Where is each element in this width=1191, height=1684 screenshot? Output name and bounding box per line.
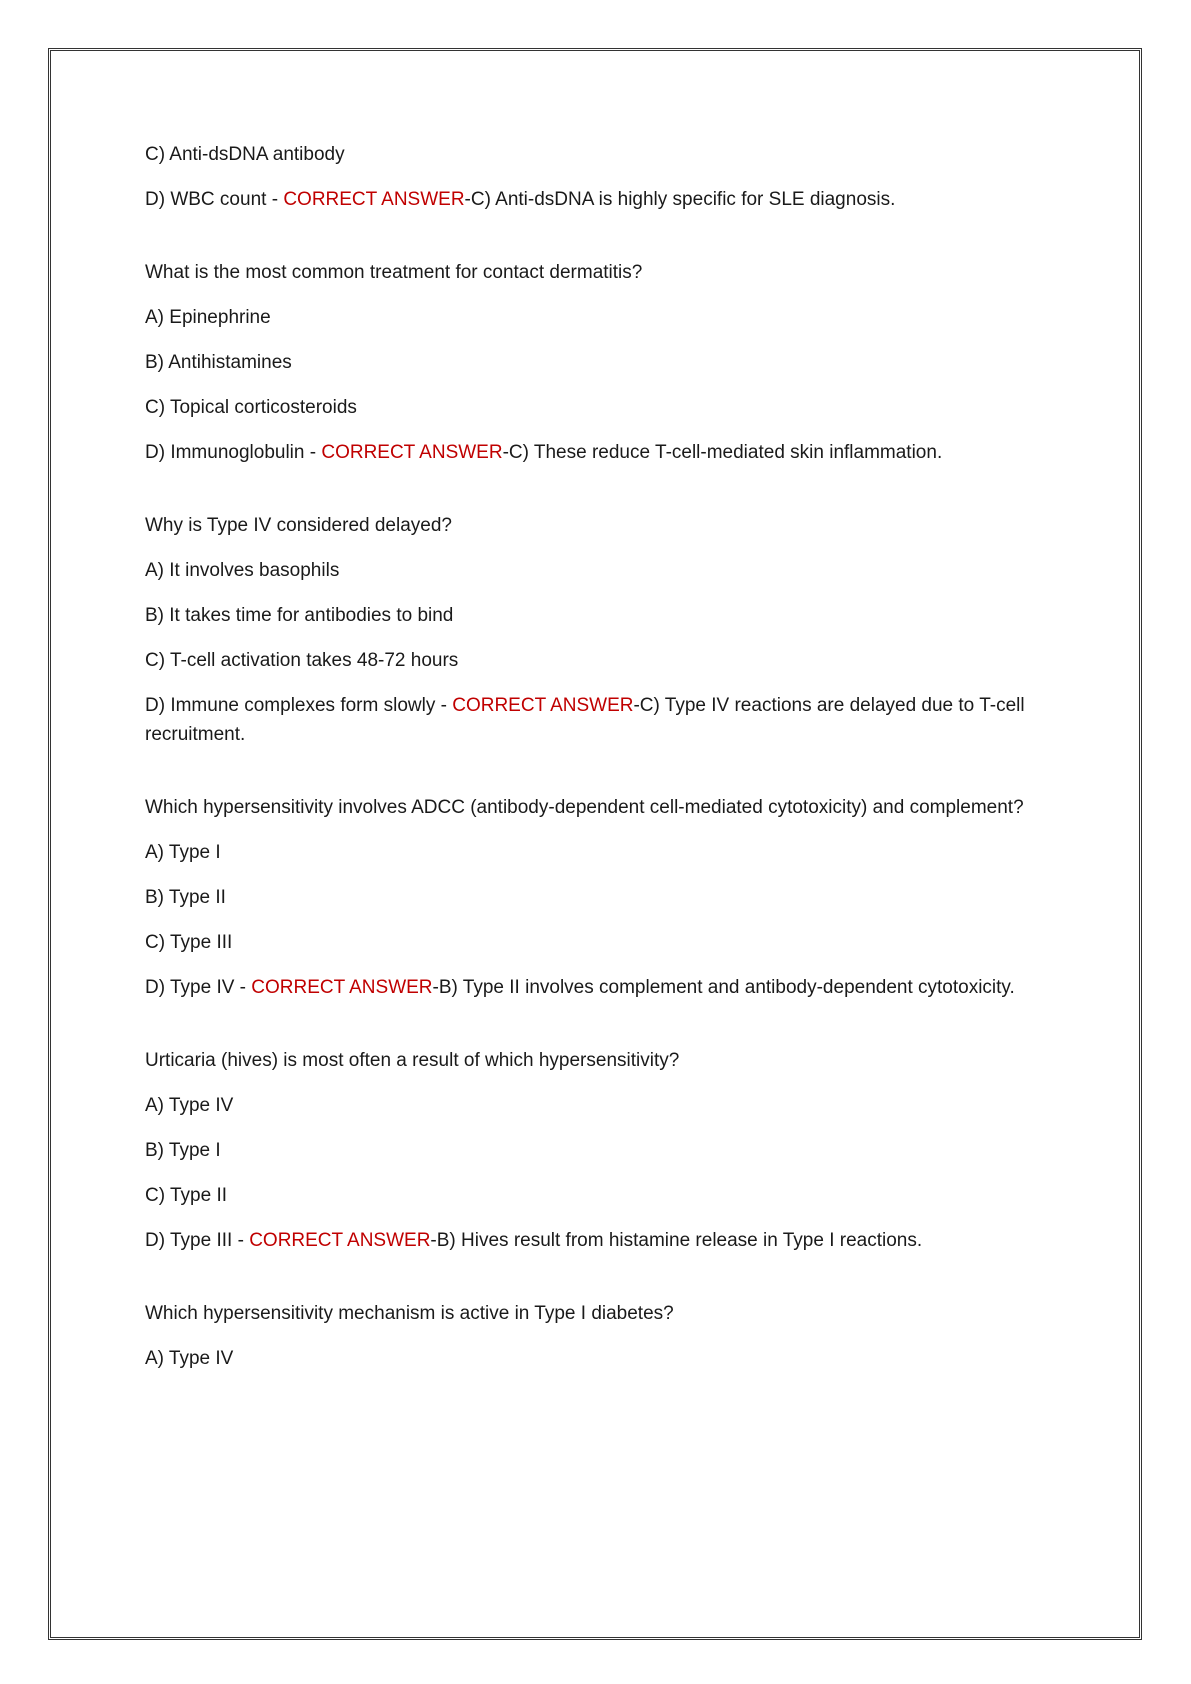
answer-explanation: -C) Type IV reactions are delayed due to T-cell recruitment. (145, 695, 1025, 745)
answer-explanation: -B) Type II involves complement and antibody-dependent cytotoxicity. (432, 977, 1015, 998)
option-d: D) Type IV - (145, 977, 252, 998)
question-block-3 (145, 793, 1045, 1002)
option-b: B) Antihistamines (145, 352, 292, 373)
option-a: A) It involves basophils (145, 560, 340, 581)
answer-explanation: -C) These reduce T-cell-mediated skin inflammation. (502, 442, 943, 463)
option-a: A) Type IV (145, 1095, 234, 1116)
option-d: D) Immunoglobulin - (145, 442, 322, 463)
option-a: A) Type I (145, 842, 221, 863)
option-d-with-answer (145, 1226, 1045, 1255)
option-c: C) Type III (145, 932, 233, 953)
answer-explanation: -B) Hives result from histamine release in Type I reactions. (430, 1230, 923, 1251)
option-a: A) Type IV (145, 1348, 234, 1369)
option-a: A) Epinephrine (145, 307, 271, 328)
question-text: Which hypersensitivity mechanism is active in Type I diabetes? (145, 1303, 674, 1324)
question-block-2 (145, 511, 1045, 749)
option-b: B) It takes time for antibodies to bind (145, 605, 454, 626)
option-d-with-answer (145, 973, 1045, 1002)
correct-answer-label: CORRECT ANSWER (452, 695, 634, 716)
question-block-4 (145, 1046, 1045, 1255)
option-c: C) Type II (145, 1185, 228, 1206)
question-text: Why is Type IV considered delayed? (145, 515, 452, 536)
correct-answer-label: CORRECT ANSWER (283, 189, 465, 210)
option-c: C) T-cell activation takes 48-72 hours (145, 650, 459, 671)
question-block-5 (145, 1299, 1045, 1373)
correct-answer-label: CORRECT ANSWER (251, 977, 433, 998)
question-text: Which hypersensitivity involves ADCC (antibody-dependent cell-mediated cytotoxicity) and complement? (145, 797, 1024, 818)
option-d: D) WBC count - (145, 189, 284, 210)
option-c: C) Topical corticosteroids (145, 397, 357, 418)
answer-explanation: -C) Anti-dsDNA is highly specific for SLE diagnosis. (464, 189, 896, 210)
question-text: Urticaria (hives) is most often a result of which hypersensitivity? (145, 1050, 680, 1071)
option-d-with-answer (145, 691, 1045, 749)
question-block-1 (145, 258, 1045, 467)
option-d-with-answer (145, 185, 1045, 214)
option-b: B) Type II (145, 887, 226, 908)
correct-answer-label: CORRECT ANSWER (249, 1230, 431, 1251)
document-content (145, 140, 1045, 1389)
option-d: D) Immune complexes form slowly - (145, 695, 453, 716)
question-text: What is the most common treatment for contact dermatitis? (145, 262, 643, 283)
question-block-0 (145, 140, 1045, 214)
option-c: C) Anti-dsDNA antibody (145, 144, 345, 165)
option-d-with-answer (145, 438, 1045, 467)
correct-answer-label: CORRECT ANSWER (321, 442, 503, 463)
option-d: D) Type III - (145, 1230, 250, 1251)
option-b: B) Type I (145, 1140, 221, 1161)
